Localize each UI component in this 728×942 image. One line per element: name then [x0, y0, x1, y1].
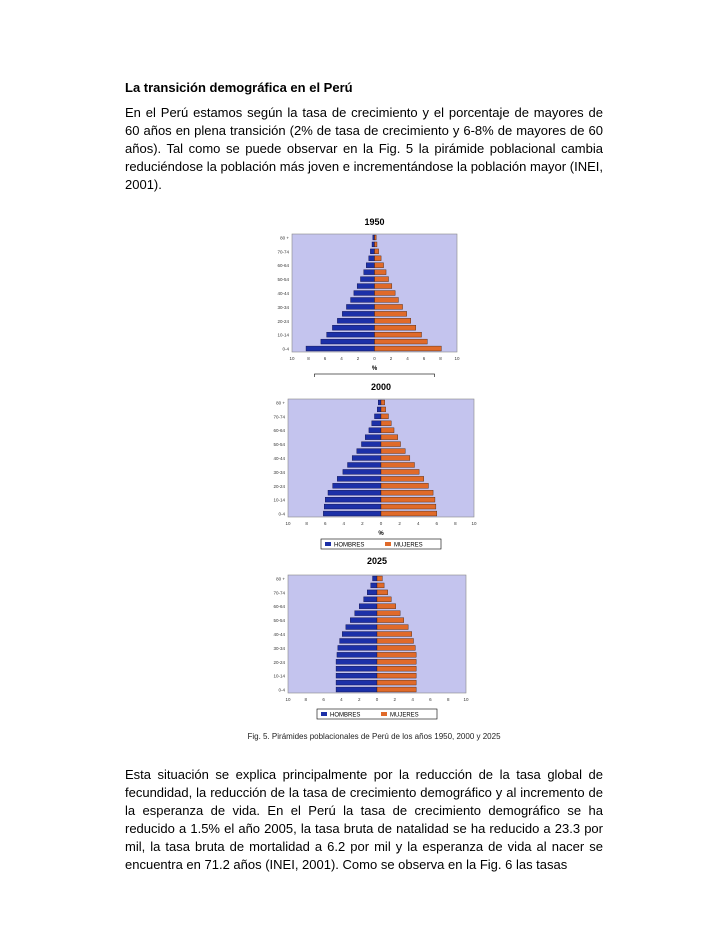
y-tick-label: 60-64 — [273, 604, 285, 610]
y-tick-label: 50-54 — [273, 618, 285, 624]
x-tick-label: 0 — [379, 521, 383, 526]
bar-mujeres-55-59 — [377, 611, 400, 616]
y-tick-label: 70-74 — [273, 590, 285, 596]
bar-mujeres-70-74 — [375, 249, 379, 254]
y-tick-label: 40-44 — [273, 456, 285, 461]
x-tick-label: 8 — [304, 697, 308, 702]
bar-mujeres-65-69 — [375, 256, 382, 261]
bar-hombres-75-79 — [371, 583, 377, 588]
bar-mujeres-10-14 — [377, 673, 416, 678]
bar-mujeres-5-9 — [381, 504, 436, 509]
y-tick-label: 50-54 — [277, 277, 289, 283]
bar-hombres-55-59 — [355, 611, 377, 616]
x-tick-label: 10 — [463, 697, 469, 702]
x-tick-label: 8 — [305, 521, 308, 526]
bar-mujeres-0-4 — [377, 687, 416, 692]
bar-hombres-0-4 — [306, 346, 374, 351]
bar-mujeres-25-29 — [381, 476, 424, 481]
y-tick-label: 70-74 — [273, 414, 285, 420]
y-tick-label: 80 + — [276, 576, 285, 582]
bar-hombres-40-44 — [352, 456, 381, 461]
x-tick-label: 10 — [454, 356, 460, 361]
legend-swatch-mujeres — [385, 542, 391, 546]
bar-hombres-65-69 — [369, 256, 375, 261]
bar-mujeres-65-69 — [377, 597, 391, 602]
bar-mujeres-0-4 — [375, 346, 442, 351]
bar-hombres-15-19 — [332, 325, 374, 330]
bar-hombres-60-64 — [366, 263, 374, 268]
bar-mujeres-45-49 — [375, 284, 392, 289]
x-axis-label: % — [378, 531, 384, 537]
legend-swatch-hombres — [325, 542, 331, 546]
bar-hombres-5-9 — [336, 680, 377, 685]
bar-mujeres-15-19 — [381, 490, 433, 495]
bar-hombres-30-34 — [343, 469, 381, 474]
bar-mujeres-5-9 — [375, 339, 428, 344]
y-tick-label: 60-64 — [273, 428, 285, 434]
x-tick-label: 2 — [389, 356, 393, 361]
x-tick-label: 4 — [342, 521, 346, 526]
bar-mujeres-40-44 — [381, 456, 410, 461]
bar-hombres-80+ — [378, 400, 381, 405]
bar-mujeres-70-74 — [381, 414, 388, 419]
bar-hombres-80+ — [373, 576, 377, 581]
bar-hombres-75-79 — [372, 242, 374, 247]
bar-mujeres-30-34 — [381, 469, 419, 474]
y-tick-label: 80 + — [276, 400, 285, 406]
bar-hombres-10-14 — [325, 497, 381, 502]
bar-mujeres-35-39 — [375, 298, 399, 303]
y-tick-label: 0-4 — [278, 687, 285, 693]
x-tick-label: 10 — [285, 697, 291, 702]
bar-mujeres-25-29 — [375, 311, 407, 316]
x-tick-label: 2 — [361, 521, 364, 526]
y-tick-label: 40-44 — [277, 291, 289, 296]
bar-hombres-15-19 — [328, 490, 381, 495]
legend-label-hombres: HOMBRES — [334, 542, 365, 549]
x-tick-label: 0 — [373, 356, 376, 361]
bar-hombres-30-34 — [346, 304, 374, 309]
bar-mujeres-10-14 — [381, 497, 435, 502]
bar-hombres-5-9 — [321, 339, 375, 344]
bar-hombres-80+ — [373, 235, 375, 240]
legend-label-hombres: HOMBRES — [330, 712, 361, 719]
x-tick-label: 4 — [406, 356, 409, 361]
x-tick-label: 8 — [439, 356, 442, 361]
x-tick-label: 6 — [429, 697, 432, 702]
bar-hombres-70-74 — [370, 249, 374, 254]
paragraph-intro: En el Perú estamos según la tasa de crecimiento y el porcentaje de mayores de 60 años en plena transición (2% de tasa de crecimiento y 6-8% de mayores de 60 años). Tal como se puede observar en la Fig. 5 la pirámide poblacional cambia reduciéndose la población más joven e incrementándose la población mayor (INEI, 2001). — [125, 105, 603, 192]
legend-label-mujeres: MUJERES — [390, 712, 419, 719]
y-tick-label: 80 + — [280, 235, 289, 241]
y-tick-label: 0-4 — [282, 346, 289, 352]
bar-mujeres-20-24 — [375, 318, 411, 323]
bar-mujeres-30-34 — [377, 645, 415, 650]
bar-mujeres-55-59 — [381, 435, 398, 440]
bar-hombres-35-39 — [351, 298, 375, 303]
bar-mujeres-20-24 — [381, 483, 428, 488]
bar-hombres-65-69 — [372, 421, 381, 426]
bar-mujeres-45-49 — [381, 449, 405, 454]
bar-hombres-40-44 — [342, 632, 377, 637]
x-tick-label: 4 — [340, 356, 343, 361]
bar-mujeres-75-79 — [381, 407, 386, 412]
legend-swatch-hombres — [321, 712, 327, 716]
y-tick-label: 40-44 — [273, 632, 285, 637]
bar-hombres-0-4 — [336, 687, 377, 692]
x-tick-label: 0 — [375, 697, 379, 702]
bar-hombres-20-24 — [333, 483, 381, 488]
bar-hombres-50-54 — [350, 618, 377, 623]
y-tick-label: 10-14 — [273, 673, 285, 679]
bar-mujeres-80+ — [381, 400, 385, 405]
bar-hombres-35-39 — [340, 639, 377, 644]
bar-hombres-70-74 — [374, 414, 381, 419]
bar-hombres-10-14 — [327, 332, 375, 337]
bar-mujeres-35-39 — [377, 639, 413, 644]
bar-mujeres-65-69 — [381, 421, 391, 426]
bar-mujeres-60-64 — [375, 263, 384, 268]
figure-caption: Fig. 5. Pirámides poblacionales de Perú de los años 1950, 2000 y 2025 — [247, 732, 501, 741]
bar-hombres-30-34 — [338, 645, 377, 650]
bar-mujeres-40-44 — [375, 291, 396, 296]
x-tick-label: 6 — [422, 356, 426, 361]
x-tick-label: 2 — [398, 521, 401, 526]
y-tick-label: 30-34 — [273, 469, 285, 475]
bar-mujeres-20-24 — [377, 659, 416, 664]
bar-hombres-20-24 — [336, 659, 377, 664]
bar-mujeres-10-14 — [375, 332, 422, 337]
bar-hombres-65-69 — [364, 597, 377, 602]
x-tick-label: 6 — [323, 521, 327, 526]
x-tick-label: 4 — [340, 697, 343, 702]
bar-mujeres-75-79 — [377, 583, 384, 588]
x-tick-label: 4 — [416, 521, 420, 526]
y-tick-label: 30-34 — [273, 645, 285, 651]
bar-mujeres-45-49 — [377, 625, 408, 630]
bar-hombres-75-79 — [377, 407, 381, 412]
bar-mujeres-5-9 — [377, 680, 416, 685]
bar-hombres-25-29 — [337, 652, 377, 657]
legend-label-mujeres: MUJERES — [394, 542, 423, 549]
bar-mujeres-25-29 — [377, 652, 416, 657]
bar-hombres-55-59 — [365, 435, 381, 440]
x-tick-label: 2 — [356, 356, 360, 361]
pyramid-chart-1950 — [262, 212, 462, 377]
y-tick-label: 10-14 — [277, 332, 289, 338]
bar-mujeres-70-74 — [377, 590, 388, 595]
pyramid-svg-1950 — [262, 212, 462, 377]
x-tick-label: 4 — [411, 697, 414, 702]
bar-hombres-25-29 — [342, 311, 374, 316]
bar-mujeres-15-19 — [377, 666, 416, 671]
x-tick-label: 6 — [323, 356, 327, 361]
bar-mujeres-60-64 — [377, 604, 396, 609]
bar-hombres-70-74 — [367, 590, 377, 595]
bar-hombres-45-49 — [346, 625, 377, 630]
bar-hombres-35-39 — [348, 463, 381, 468]
bar-hombres-10-14 — [336, 673, 377, 678]
x-tick-label: 6 — [435, 521, 439, 526]
bar-mujeres-55-59 — [375, 270, 387, 275]
bar-mujeres-40-44 — [377, 632, 412, 637]
x-tick-label: 6 — [322, 697, 325, 702]
legend-swatch-mujeres — [381, 712, 387, 716]
bar-mujeres-30-34 — [375, 304, 403, 309]
chart-title: 2025 — [366, 556, 388, 566]
x-tick-label: 8 — [446, 697, 450, 702]
pyramid-svg-2025 — [258, 551, 468, 729]
pyramid-chart-2000 — [258, 377, 480, 549]
y-tick-label: 10-14 — [273, 497, 285, 503]
bar-hombres-45-49 — [357, 449, 381, 454]
bar-hombres-50-54 — [361, 442, 381, 447]
y-tick-label: 70-74 — [277, 249, 289, 255]
x-tick-label: 2 — [357, 697, 361, 702]
bar-hombres-60-64 — [359, 604, 377, 609]
y-tick-label: 0-4 — [278, 511, 285, 517]
bar-mujeres-15-19 — [375, 325, 416, 330]
bar-mujeres-75-79 — [375, 242, 377, 247]
bar-mujeres-80+ — [375, 235, 377, 240]
x-tick-label: 10 — [471, 521, 477, 526]
bar-hombres-40-44 — [354, 291, 375, 296]
bar-mujeres-50-54 — [375, 277, 389, 282]
x-tick-label: 10 — [289, 356, 295, 361]
section-heading: La transición demográfica en el Perú — [125, 80, 353, 95]
bar-mujeres-80+ — [377, 576, 382, 581]
x-axis-label: % — [371, 366, 378, 372]
y-tick-label: 60-64 — [277, 263, 289, 269]
y-tick-label: 20-24 — [273, 483, 285, 489]
pyramid-svg-2000 — [258, 377, 480, 549]
bar-hombres-25-29 — [337, 476, 381, 481]
bar-hombres-15-19 — [336, 666, 377, 671]
bar-mujeres-50-54 — [381, 442, 401, 447]
bar-hombres-45-49 — [357, 284, 374, 289]
chart-title: 1950 — [364, 217, 385, 227]
y-tick-label: 30-34 — [277, 304, 289, 310]
y-tick-label: 20-24 — [277, 318, 289, 324]
bar-mujeres-60-64 — [381, 428, 394, 433]
x-tick-label: 8 — [454, 521, 457, 526]
bar-mujeres-0-4 — [381, 511, 437, 516]
bar-hombres-0-4 — [323, 511, 381, 516]
bar-hombres-20-24 — [337, 318, 374, 323]
x-tick-label: 8 — [307, 356, 310, 361]
paragraph-explanation: Esta situación se explica principalmente por la reducción de la tasa global de fecundidad, la reducción de la tasa de crecimiento demográfico y al incremento de la esperanza de vida. En el Perú la tasa de crecimiento demográfico se ha reducido a 1.5% el año 2005, la tasa bruta de natalidad se ha reducido a 23.3 por mil, la tasa bruta de mortalidad a 6.2 por mil y la esperanza de vida al nacer se encuentra en 71.2 años (INEI, 2001). Como se observa en la Fig. 6 las tasas — [125, 767, 603, 872]
bar-hombres-55-59 — [364, 270, 375, 275]
bar-hombres-60-64 — [369, 428, 381, 433]
bar-hombres-5-9 — [324, 504, 381, 509]
bar-mujeres-35-39 — [381, 463, 414, 468]
y-tick-label: 20-24 — [273, 659, 285, 665]
x-tick-label: 10 — [285, 521, 291, 526]
y-tick-label: 50-54 — [273, 442, 285, 448]
chart-title: 2000 — [370, 382, 392, 392]
pyramid-chart-2025 — [258, 551, 468, 729]
bar-mujeres-50-54 — [377, 618, 404, 623]
x-tick-label: 2 — [393, 697, 397, 702]
bar-hombres-50-54 — [360, 277, 374, 282]
